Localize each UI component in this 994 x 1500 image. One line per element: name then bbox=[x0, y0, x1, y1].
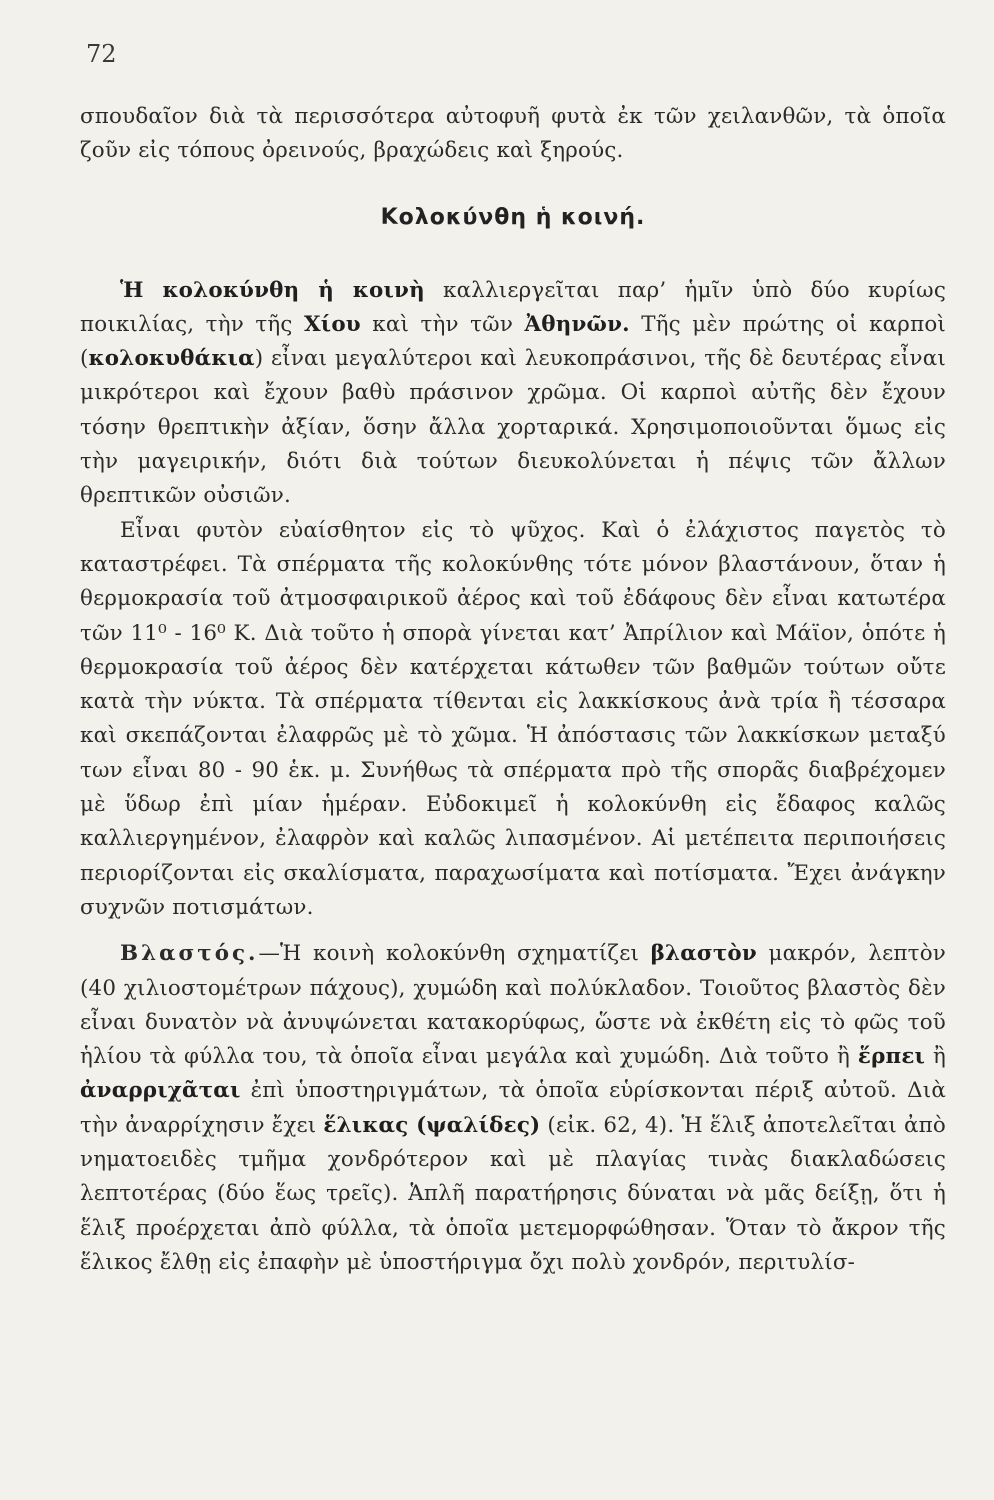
para1-text-2: καὶ τὴν τῶν bbox=[360, 311, 525, 337]
para1-text-3: Τῆς μὲν πρώτης οἱ καρποὶ ( bbox=[80, 311, 946, 372]
para3-text-1: —Ἡ κοινὴ κολοκύνθη σχηματίζει bbox=[258, 941, 651, 967]
term-kolokynthi: Ἡ κολοκύνθη ἡ κοινὴ bbox=[120, 277, 425, 303]
term-elikas: ἕλικας (ψαλίδες) bbox=[323, 1112, 541, 1138]
term-chios: Χίου bbox=[303, 311, 361, 337]
para1-text-1: καλλιεργεῖται παρ’ ἡμῖν ὑπὸ δύο κυρίως ποικιλίας, τὴν τῆς bbox=[80, 277, 947, 337]
paragraph-stem bbox=[80, 937, 946, 1280]
para3-text-5: (εἰκ. 62, 4). Ἡ ἕλιξ ἀποτελεῖται ἀπὸ νηματοειδὲς τμῆμα χονδρότερον καὶ μὲ πλαγίας τινὰς διακλαδώσεις λεπτοτέρας (δύο ἕως τρεῖς). Ἁπλῆ παρατήρησις δύναται νὰ μᾶς δείξῃ, ὅτι ἡ ἕλιξ προέρχεται ἀπὸ φύλλα, τὰ ὁποῖα μετεμορφώθησαν. Ὅταν τὸ ἄκρον τῆς ἕλικος ἔλθῃ εἰς ἐπαφὴν μὲ ὑποστήριγμα ὄχι πολὺ χονδρόν, περιτυλίσ- bbox=[80, 1112, 946, 1275]
term-kolokythakia: κολοκυθάκια bbox=[88, 346, 255, 372]
paragraph-varieties bbox=[80, 274, 946, 514]
para3-text-4: ἐπὶ ὑποστηριγμάτων, τὰ ὁποῖα εὑρίσκονται πέριξ αὐτοῦ. Διὰ τὴν ἀναρρίχησιν ἔχει bbox=[80, 1078, 946, 1138]
term-anarrichatai: ἀναρριχᾶται bbox=[80, 1078, 241, 1104]
intro-paragraph: σπουδαῖον διὰ τὰ περισσότερα αὐτοφυῆ φυτὰ ἐκ τῶν χειλανθῶν, τὰ ὁποῖα ζοῦν εἰς τόπους ὀρεινούς, βραχώδεις καὶ ξηρούς. bbox=[80, 104, 946, 164]
para3-text-3: ἢ bbox=[925, 1044, 946, 1070]
term-vlastos: Βλαστός. bbox=[120, 941, 259, 967]
para3-text-2: μακρόν, λεπτὸν (40 χιλιοστομέτρων πάχους), χυμώδη καὶ πολύκλαδον. Τοιοῦτος βλαστὸς δὲν εἶναι δυνατὸν νὰ ἀνυψώνεται κατακορύφως, ὥστε νὰ ἐκθέτη εἰς τὸ φῶς τοῦ ἡλίου τὰ φύλλα του, τὰ ὁποῖα εἶναι μεγάλα καὶ χυμώδη. Διὰ τοῦτο ἢ bbox=[80, 941, 946, 1070]
section-title: Κολοκύνθη ἡ κοινή. bbox=[380, 204, 646, 230]
paragraph-gap bbox=[80, 925, 946, 937]
para1-text-4: ) εἶναι μεγαλύτεροι καὶ λευκοπράσινοι, τῆς δὲ δευτέρας εἶναι μικρότεροι καὶ ἔχουν βαθὺ πράσινον χρῶμα. Οἱ καρποὶ αὐτῆς δὲν ἔχουν τόσην θρεπτικὴν ἀξίαν, ὅσην ἄλλα χορταρικά. Χρησιμοποιοῦνται ὅμως εἰς τὴν μαγειρικήν, διότι διὰ τούτων διευκολύνεται ἡ πέψις τῶν ἄλλων θρεπτικῶν οὐσιῶν. bbox=[80, 346, 946, 509]
term-athens: Ἀθηνῶν. bbox=[524, 311, 630, 337]
page-number: 72 bbox=[86, 40, 117, 68]
paragraph-cultivation: Εἶναι φυτὸν εὐαίσθητον εἰς τὸ ψῦχος. Καὶ ὁ ἐλάχιστος παγετὸς τὸ καταστρέφει. Τὰ σπέρματα τῆς κολοκύνθης τότε μόνον βλαστάνουν, ὅταν ἡ θερμοκρασία τοῦ ἀτμοσφαιρικοῦ ἀέρος καὶ τοῦ ἐδάφους δὲν εἶναι κατωτέρα τῶν 11⁰ - 16⁰ Κ. Διὰ τοῦτο ἡ σπορὰ γίνεται κατ’ Ἀπρίλιον καὶ Μάϊον, ὁπότε ἡ θερμοκρασία τοῦ ἀέρος δὲν κατέρχεται κάτωθεν τῶν βαθμῶν τούτων οὔτε κατὰ τὴν νύκτα. Τὰ σπέρματα τίθενται εἰς λακκίσκους ἀνὰ τρία ἢ τέσσαρα καὶ σκεπάζονται ἐλαφρῶς μὲ τὸ χῶμα. Ἡ ἀπόστασις τῶν λακκίσκων μεταξύ των εἶναι 80 - 90 ἑκ. μ. Συνήθως τὰ σπέρματα πρὸ τῆς σπορᾶς διαβρέχομεν μὲ ὕδωρ ἐπὶ μίαν ἡμέραν. Εὐδοκιμεῖ ἡ κολοκύνθη εἰς ἔδαφος καλῶς καλλιεργημένον, ἐλαφρὸν καὶ καλῶς λιπασμένον. Αἱ μετέπειτα περιποιήσεις περιορίζονται εἰς σκαλίσματα, παραχωσίματα καὶ ποτίσματα. Ἔχει ἀνάγκην συχνῶν ποτισμάτων. bbox=[80, 517, 946, 920]
term-vlaston: βλαστὸν bbox=[650, 941, 757, 967]
term-erpei: ἕρπει bbox=[857, 1044, 926, 1070]
